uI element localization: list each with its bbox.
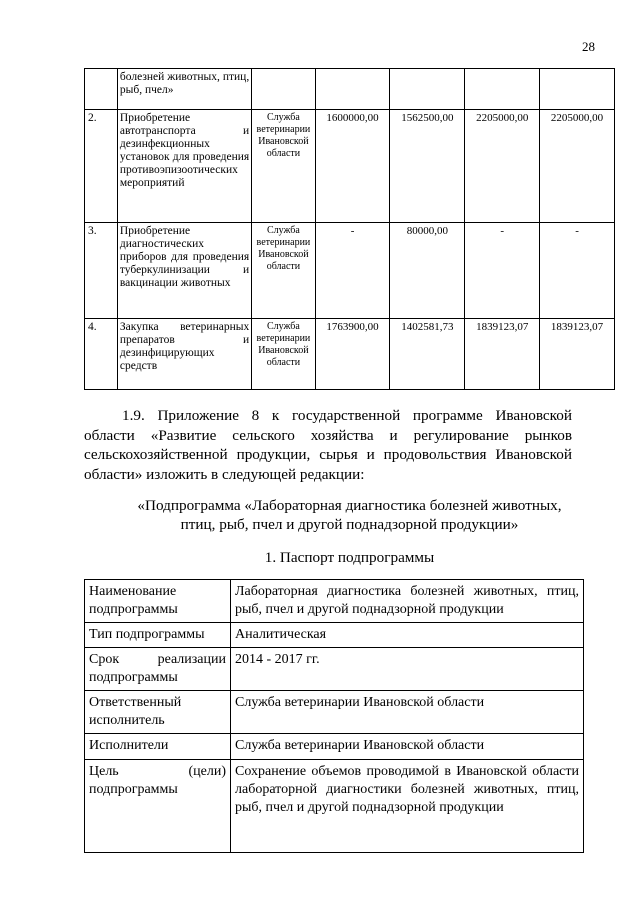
table-row bbox=[85, 734, 584, 760]
value-cell: 2205000,00 bbox=[540, 110, 615, 223]
value-cell bbox=[315, 69, 390, 110]
measure-name: болезней животных, птиц, рыб, пчел» bbox=[117, 69, 251, 110]
passport-value: Лабораторная диагностика болезней животных, птиц, рыб, пчел и другой поднадзорной продукции bbox=[231, 580, 584, 623]
passport-value: Аналитическая bbox=[231, 623, 584, 648]
passport-key: Исполнители bbox=[85, 734, 231, 760]
responsible-org: Служба ветеринарии Ивановской области bbox=[252, 223, 315, 319]
value-cell bbox=[390, 69, 465, 110]
value-cell: 2205000,00 bbox=[465, 110, 540, 223]
measure-name: Приобретение автотранспорта и дезинфекционных установок для проведения противоэпизоотических мероприятий bbox=[117, 110, 251, 223]
value-cell: 1839123,07 bbox=[540, 319, 615, 390]
page-number: 28 bbox=[582, 39, 595, 54]
table-row bbox=[85, 691, 584, 734]
passport-table bbox=[84, 579, 584, 853]
passport-value: 2014 - 2017 гг. bbox=[231, 648, 584, 691]
subprogram-title-line-1: «Подпрограмма «Лабораторная диагностика болезней животных, bbox=[137, 497, 562, 514]
passport-key: Ответственный исполнитель bbox=[85, 691, 231, 734]
row-number bbox=[85, 69, 118, 110]
row-number: 4. bbox=[85, 319, 118, 390]
subprogram-title-line-2: птиц, рыб, пчел и другой поднадзорной продукции» bbox=[180, 516, 519, 533]
responsible-org: Служба ветеринарии Ивановской области bbox=[252, 110, 315, 223]
value-cell: 1402581,73 bbox=[390, 319, 465, 390]
measure-name: Закупка ветеринарных препаратов и дезинфицирующих средств bbox=[117, 319, 251, 390]
row-number: 2. bbox=[85, 110, 118, 223]
table-row bbox=[85, 319, 615, 390]
row-number: 3. bbox=[85, 223, 118, 319]
value-cell bbox=[540, 69, 615, 110]
body-paragraph: 1.9. Приложение 8 к государственной программе Ивановской области «Развитие сельского хозяйства и регулирование рынков сельскохозяйственной продукции, сырья и продовольствия Ивановской области» изложить в следующей редакции: bbox=[84, 407, 572, 483]
value-cell: 1562500,00 bbox=[390, 110, 465, 223]
responsible-org: Служба ветеринарии Ивановской области bbox=[252, 319, 315, 390]
passport-value: Служба ветеринарии Ивановской области bbox=[231, 691, 584, 734]
measure-name: Приобретение диагностических приборов для проведения туберкулинизации и вакцинации животных bbox=[117, 223, 251, 319]
responsible-org bbox=[252, 69, 315, 110]
passport-key: Наименование подпрограммы bbox=[85, 580, 231, 623]
value-cell: 1763900,00 bbox=[315, 319, 390, 390]
table-row bbox=[85, 110, 615, 223]
section-heading: 1. Паспорт подпрограммы bbox=[264, 549, 435, 566]
table-row bbox=[85, 760, 584, 853]
value-cell: - bbox=[465, 223, 540, 319]
table-row bbox=[85, 69, 615, 110]
value-cell: - bbox=[315, 223, 390, 319]
value-cell: 1839123,07 bbox=[465, 319, 540, 390]
table-row bbox=[85, 580, 584, 623]
value-cell bbox=[465, 69, 540, 110]
value-cell: - bbox=[540, 223, 615, 319]
measures-table bbox=[84, 68, 615, 390]
table-row bbox=[85, 223, 615, 319]
table-row bbox=[85, 623, 584, 648]
passport-key: Цель (цели) подпрограммы bbox=[85, 760, 231, 853]
passport-key: Тип подпрограммы bbox=[85, 623, 231, 648]
value-cell: 1600000,00 bbox=[315, 110, 390, 223]
value-cell: 80000,00 bbox=[390, 223, 465, 319]
passport-value: Сохранение объемов проводимой в Ивановской области лабораторной диагностики болезней животных, птиц, рыб, пчел и другой поднадзорной продукции bbox=[231, 760, 584, 853]
passport-key: Срок реализации подпрограммы bbox=[85, 648, 231, 691]
table-row bbox=[85, 648, 584, 691]
passport-value: Служба ветеринарии Ивановской области bbox=[231, 734, 584, 760]
